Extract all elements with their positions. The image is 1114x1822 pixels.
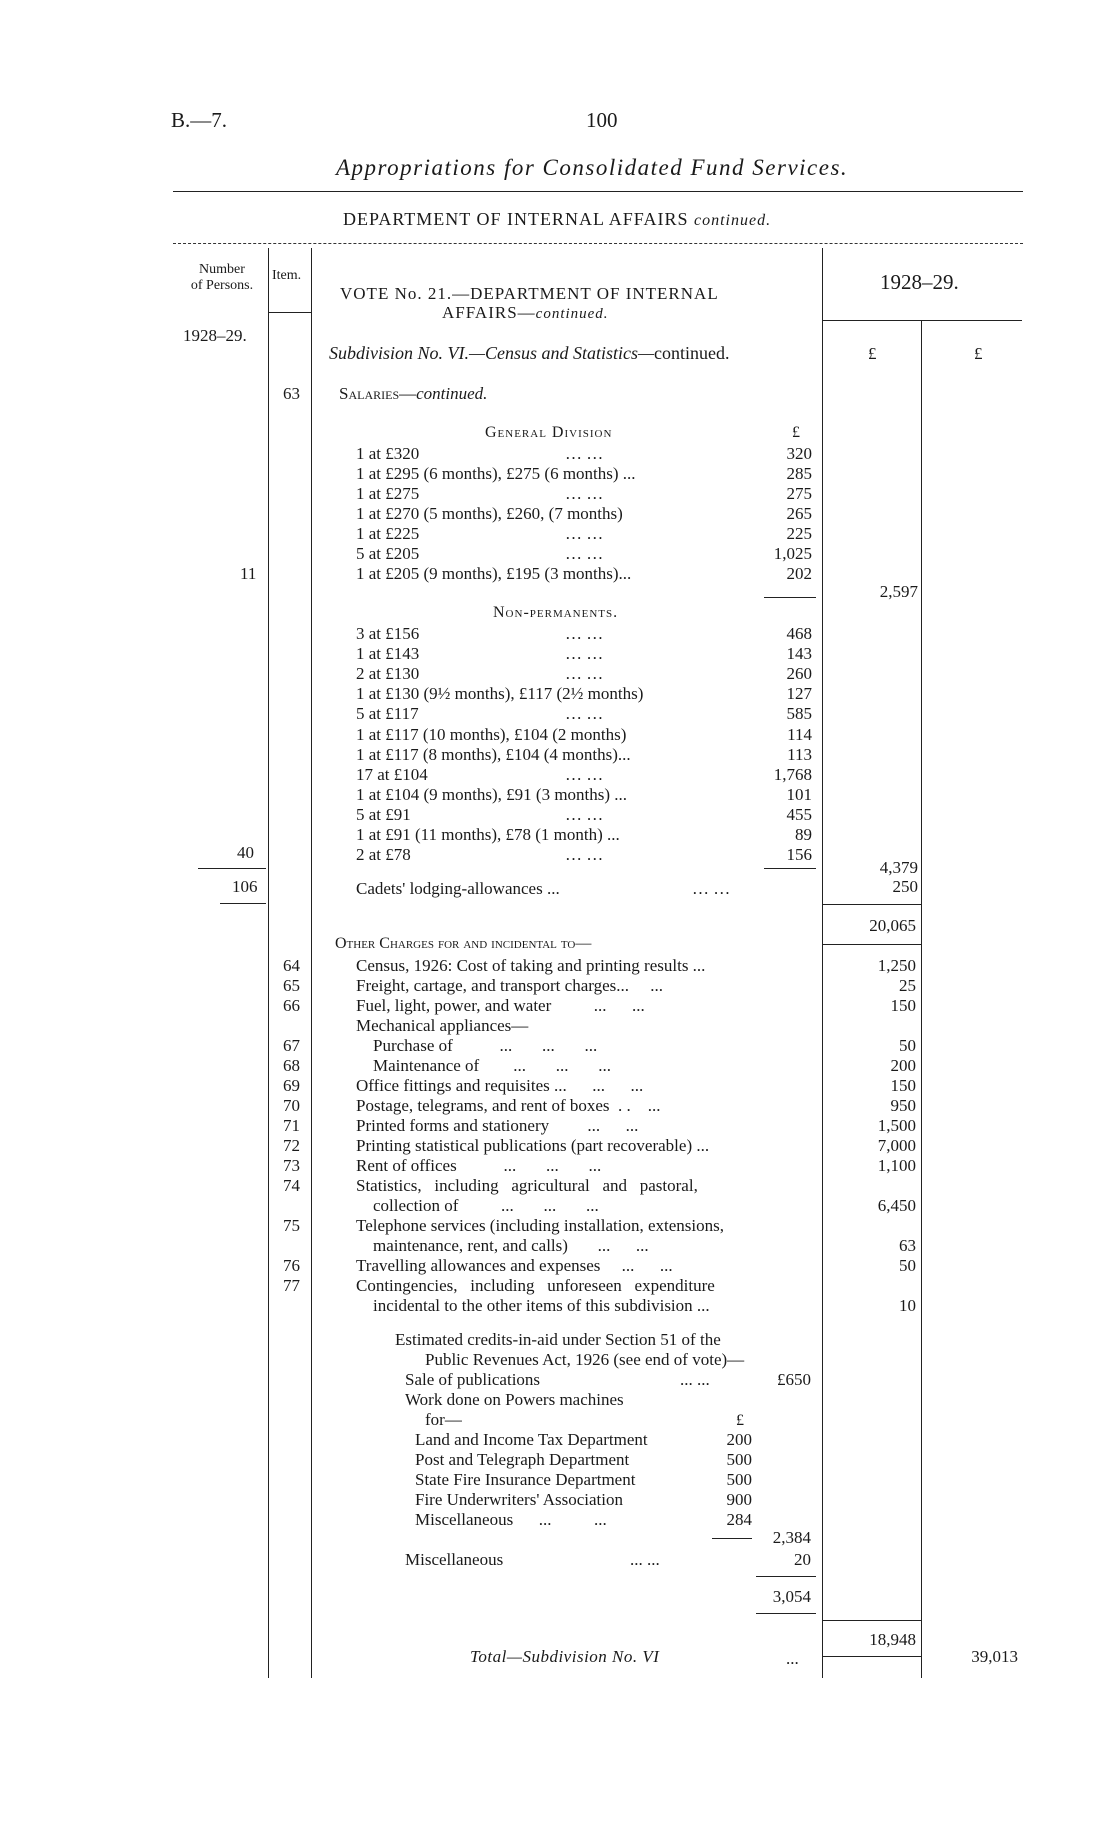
nonperm-row-label: 3 at £156 xyxy=(356,624,420,643)
salaries-total-rule-bottom xyxy=(822,944,921,945)
persons-header-line1: Number xyxy=(199,262,245,277)
nonperm-row-amount: 101 xyxy=(786,784,812,804)
other-item-label: Fuel, light, power, and water ... ... xyxy=(356,996,645,1015)
general-row-dots: … … xyxy=(565,524,604,543)
work-row-amount: 900 xyxy=(726,1490,752,1509)
general-row-label: 1 at £295 (6 months), £275 (6 months) ... xyxy=(356,464,636,483)
total-subdivision-label: Total—Subdivision No. VI xyxy=(470,1647,660,1666)
general-row-dots: … … xyxy=(565,544,604,563)
other-item-label: Rent of offices ... ... ... xyxy=(356,1156,602,1175)
other-item-number: 72 xyxy=(283,1136,300,1155)
subdivision-name: Subdivision No. VI.—Census and Statistics— xyxy=(329,343,655,363)
sale-publications-amount: £650 xyxy=(777,1370,811,1389)
grand-total: 39,013 xyxy=(971,1647,1018,1666)
nonperm-row-dots: … … xyxy=(565,845,604,865)
other-item-label: Statistics, including agricultural and pastoral, xyxy=(356,1176,698,1195)
other-item-amount: 63 xyxy=(899,1236,916,1255)
other-item-label: Printing statistical publications (part recoverable) ... xyxy=(356,1136,710,1155)
work-row-amount: 500 xyxy=(726,1470,752,1489)
nonperm-row-amount: 89 xyxy=(795,825,812,844)
other-item-amount: 50 xyxy=(899,1036,916,1055)
other-item-number: 71 xyxy=(283,1116,300,1135)
nonperm-row-dots: … … xyxy=(565,804,604,824)
nonperm-row-dots: … … xyxy=(565,704,604,724)
other-item-label: Freight, cartage, and transport charges... ... xyxy=(356,976,664,995)
department-rule xyxy=(173,243,1023,244)
amount-year-header: 1928–29. xyxy=(880,270,959,294)
other-item-amount: 7,000 xyxy=(877,1136,916,1155)
vote-title-affairs: AFFAIRS— xyxy=(442,303,536,322)
total-persons-count: 106 xyxy=(232,877,258,896)
other-item-label: Travelling allowances and expenses ... ... xyxy=(356,1256,673,1275)
document-reference: B.—7. xyxy=(171,108,228,132)
persons-subtotal-rule xyxy=(198,868,266,869)
other-total-rule-top xyxy=(822,1620,921,1621)
nonperm-row-label: 1 at £117 (8 months), £104 (4 months)... xyxy=(356,744,631,764)
other-item-number: 77 xyxy=(283,1276,300,1295)
other-item-number: 67 xyxy=(283,1036,300,1055)
work-total: 2,384 xyxy=(772,1528,811,1547)
other-item-number: 73 xyxy=(283,1156,300,1175)
pound-header-2: £ xyxy=(974,344,983,363)
other-charges-total: 18,948 xyxy=(869,1630,916,1649)
salaries-label: Salaries— xyxy=(339,384,417,403)
persons-column-header xyxy=(178,262,266,294)
other-item-label: Printed forms and stationery ... ... xyxy=(356,1116,639,1135)
nonperm-row-label: 2 at £130 xyxy=(356,664,420,684)
other-item-number: 66 xyxy=(283,996,300,1015)
salaries-heading xyxy=(339,384,487,404)
nonperm-row-label: 5 at £91 xyxy=(356,804,411,824)
credits-total: 3,054 xyxy=(772,1587,811,1606)
nonperm-total: 4,379 xyxy=(879,858,918,877)
other-item-number: 64 xyxy=(283,956,300,975)
other-item-amount: 25 xyxy=(899,976,916,995)
nonperm-row-label: 1 at £117 (10 months), £104 (2 months) xyxy=(356,724,627,744)
nonpermanents-heading: Non-permanents. xyxy=(493,604,619,621)
credits-total-rule xyxy=(756,1576,816,1577)
credits-total-rule-bottom xyxy=(756,1613,816,1614)
nonperm-row-amount: 114 xyxy=(787,724,812,744)
other-item-label: Mechanical appliances— xyxy=(356,1016,529,1035)
general-row-dots: … … xyxy=(565,444,604,463)
other-item-label: incidental to the other items of this subdivision ... xyxy=(356,1296,710,1315)
other-item-label: Telephone services (including installation, extensions, xyxy=(356,1216,724,1235)
general-pound-sign: £ xyxy=(792,424,800,441)
general-row-label: 1 at £320 xyxy=(356,444,420,463)
persons-column-rule xyxy=(268,248,269,1678)
nonperm-row-dots: … … xyxy=(565,764,604,784)
salaries-continued: continued. xyxy=(416,384,488,403)
nonperm-row-amount: 260 xyxy=(786,664,812,684)
header-rule xyxy=(173,191,1023,192)
other-item-amount: 10 xyxy=(899,1296,916,1315)
pound-header-1: £ xyxy=(868,344,877,363)
other-item-label: collection of ... ... ... xyxy=(356,1196,599,1215)
general-persons-count: 11 xyxy=(240,564,257,583)
salaries-total-rule-top xyxy=(822,904,921,905)
general-row-amount: 202 xyxy=(786,564,812,583)
other-item-amount: 1,500 xyxy=(877,1116,916,1135)
work-row-amount: 500 xyxy=(726,1450,752,1469)
work-row-amount: 284 xyxy=(726,1510,752,1529)
total-subdivision-dots: ... xyxy=(786,1649,799,1668)
general-row-dots: … … xyxy=(565,484,604,503)
nonperm-row-label: 1 at £104 (9 months), £91 (3 months) ... xyxy=(356,784,628,804)
other-item-amount: 950 xyxy=(890,1096,916,1115)
other-item-amount: 1,100 xyxy=(877,1156,916,1175)
item-column-rule xyxy=(311,248,312,1678)
item-column-header: Item. xyxy=(272,268,302,283)
other-item-label: Postage, telegrams, and rent of boxes . . ... xyxy=(356,1096,661,1115)
amount2-column-rule xyxy=(921,320,922,1678)
nonperm-row-amount: 455 xyxy=(786,804,812,824)
running-title: Appropriations for Consolidated Fund Services. xyxy=(336,155,849,180)
cadets-label: Cadets' lodging-allowances ... xyxy=(356,879,560,898)
nonperm-row-label: 5 at £117 xyxy=(356,704,419,724)
subdivision-continued: continued. xyxy=(654,343,730,363)
other-item-label: Maintenance of ... ... ... xyxy=(356,1056,611,1075)
cadets-dots: … … xyxy=(692,879,731,898)
general-row-amount: 275 xyxy=(786,484,812,503)
credits-line2: Public Revenues Act, 1926 (see end of vote)— xyxy=(425,1350,745,1369)
general-row-label: 1 at £275 xyxy=(356,484,420,503)
other-item-amount: 150 xyxy=(890,996,916,1015)
subdivision-title xyxy=(329,343,730,364)
other-charges-heading: Other Charges for and incidental to— xyxy=(335,935,592,952)
other-item-amount: 200 xyxy=(890,1056,916,1075)
nonperm-row-amount: 143 xyxy=(786,644,812,664)
work-row-label: Fire Underwriters' Association xyxy=(415,1490,623,1509)
other-item-number: 70 xyxy=(283,1096,300,1115)
nonperm-row-label: 1 at £91 (11 months), £78 (1 month) ... xyxy=(356,825,620,844)
other-total-rule-bottom xyxy=(822,1656,921,1657)
salaries-item-number: 63 xyxy=(283,384,300,403)
general-row-amount: 320 xyxy=(786,444,812,463)
nonperm-persons-count: 40 xyxy=(237,843,254,862)
work-row-label: Land and Income Tax Department xyxy=(415,1430,648,1449)
department-heading xyxy=(343,209,771,230)
other-item-label: Census, 1926: Cost of taking and printing results ... xyxy=(356,956,706,975)
persons-header-line2: of Persons. xyxy=(190,278,254,293)
other-item-amount: 1,250 xyxy=(877,956,916,975)
other-item-amount: 150 xyxy=(890,1076,916,1095)
nonperm-row-dots: … … xyxy=(565,644,604,664)
persons-total-rule xyxy=(220,903,266,904)
general-row-label: 1 at £225 xyxy=(356,524,420,543)
cadets-amount: 250 xyxy=(892,877,918,896)
vote-title-line2 xyxy=(442,303,609,323)
sale-publications-dots: ... ... xyxy=(680,1370,710,1389)
work-row-label: Miscellaneous ... ... xyxy=(415,1510,607,1529)
other-item-number: 68 xyxy=(283,1056,300,1075)
general-row-amount: 285 xyxy=(786,464,812,483)
salaries-total: 20,065 xyxy=(869,916,916,935)
other-item-number: 74 xyxy=(283,1176,300,1195)
other-item-number: 65 xyxy=(283,976,300,995)
general-total: 2,597 xyxy=(879,582,918,601)
general-row-label: 1 at £270 (5 months), £260, (7 months) xyxy=(356,504,623,523)
general-division-heading: General Division xyxy=(485,424,613,441)
nonperm-row-amount: 127 xyxy=(786,684,812,704)
nonperm-row-label: 2 at £78 xyxy=(356,845,411,865)
nonperm-row-dots: … … xyxy=(565,664,604,684)
misc-dots: ... ... xyxy=(630,1550,660,1569)
other-item-number: 76 xyxy=(283,1256,300,1275)
page-number: 100 xyxy=(586,108,618,132)
year-header-rule xyxy=(822,320,1022,321)
general-row-amount: 225 xyxy=(786,524,812,543)
general-row-amount: 1,025 xyxy=(773,544,812,563)
other-item-amount: 50 xyxy=(899,1256,916,1275)
misc-label: Miscellaneous xyxy=(405,1550,504,1569)
nonperm-row-amount: 113 xyxy=(787,744,812,764)
nonperm-row-label: 17 at £104 xyxy=(356,764,428,784)
vote-title-line1: VOTE No. 21.—DEPARTMENT OF INTERNAL xyxy=(340,284,719,303)
nonperm-subtotal-rule xyxy=(764,868,816,869)
other-item-number: 75 xyxy=(283,1216,300,1235)
work-done-line2: for— xyxy=(425,1410,462,1429)
work-done-line1: Work done on Powers machines xyxy=(405,1390,624,1409)
general-row-label: 1 at £205 (9 months), £195 (3 months)... xyxy=(356,564,632,583)
vote-title-continued: continued. xyxy=(535,306,609,322)
other-item-label: Purchase of ... ... ... xyxy=(356,1036,598,1055)
department-name: DEPARTMENT OF INTERNAL AFFAIRS xyxy=(343,209,689,229)
work-row-label: State Fire Insurance Department xyxy=(415,1470,636,1489)
work-pound-sign: £ xyxy=(736,1412,744,1429)
misc-amount: 20 xyxy=(794,1550,811,1569)
general-row-label: 5 at £205 xyxy=(356,544,420,563)
general-row-amount: 265 xyxy=(786,504,812,523)
work-row-label: Post and Telegraph Department xyxy=(415,1450,630,1469)
other-item-amount: 6,450 xyxy=(877,1196,916,1215)
nonperm-row-dots: … … xyxy=(565,624,604,643)
other-item-number: 69 xyxy=(283,1076,300,1095)
item-header-rule xyxy=(268,312,311,313)
nonperm-row-amount: 468 xyxy=(786,624,812,643)
sale-publications-label: Sale of publications xyxy=(405,1370,541,1389)
nonperm-row-label: 1 at £143 xyxy=(356,644,420,664)
nonperm-row-amount: 585 xyxy=(786,704,812,724)
credits-line1: Estimated credits-in-aid under Section 51 of the xyxy=(395,1330,721,1349)
general-subtotal-rule xyxy=(764,597,816,598)
other-item-label: Office fittings and requisites ... ... ... xyxy=(356,1076,644,1095)
other-item-label: maintenance, rent, and calls) ... ... xyxy=(356,1236,649,1255)
nonperm-row-amount: 156 xyxy=(786,845,812,865)
amount1-column-rule xyxy=(822,248,823,1678)
nonperm-row-amount: 1,768 xyxy=(773,764,812,784)
other-item-label: Contingencies, including unforeseen expenditure xyxy=(356,1276,715,1295)
department-continued: continued. xyxy=(693,212,772,229)
persons-year-header: 1928–29. xyxy=(183,326,247,345)
work-row-amount: 200 xyxy=(726,1430,752,1449)
nonperm-row-label: 1 at £130 (9½ months), £117 (2½ months) xyxy=(356,684,644,704)
